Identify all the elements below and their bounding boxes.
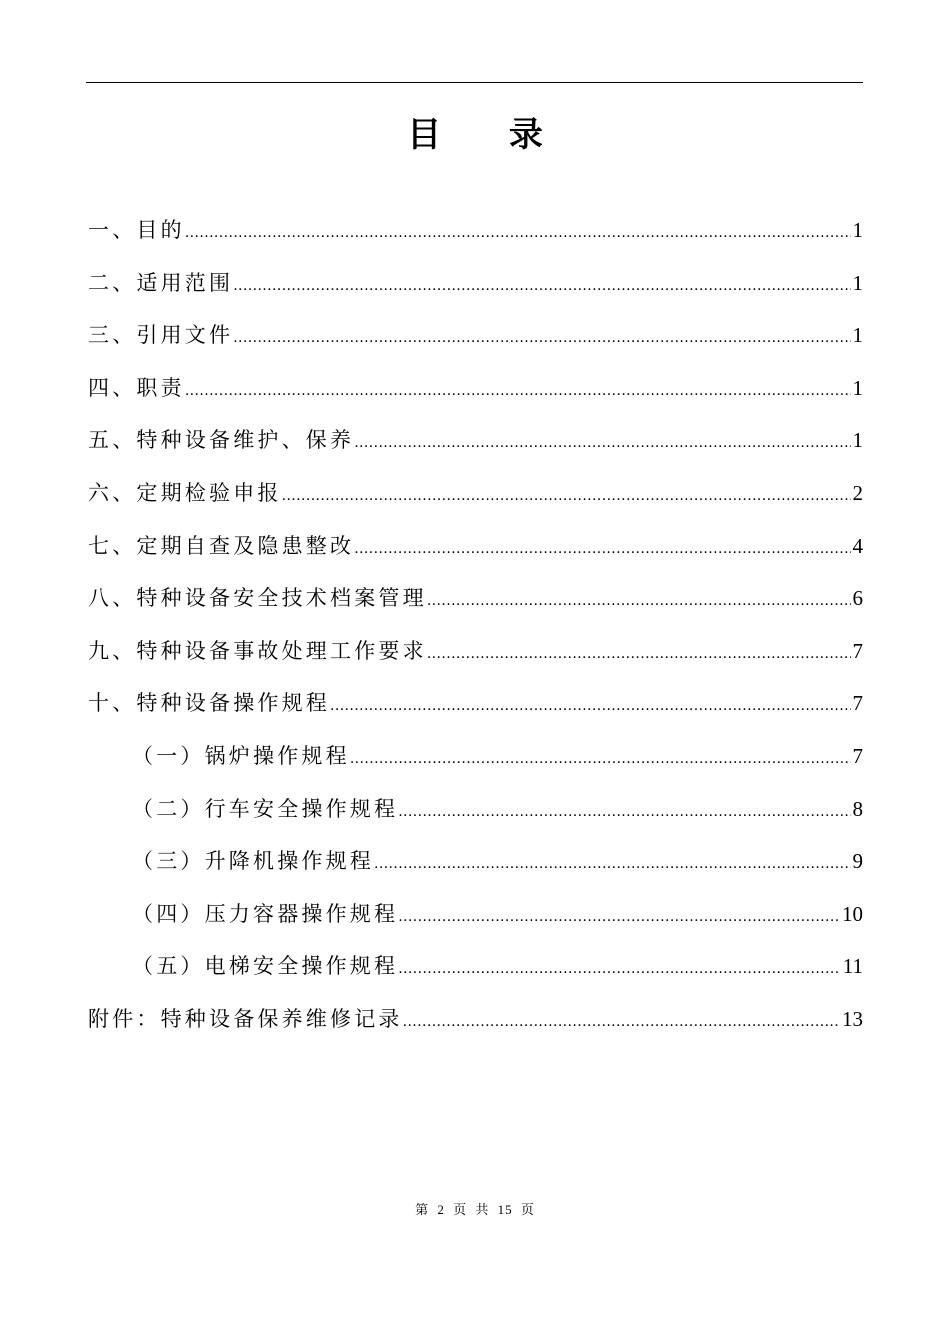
toc-entry-label: 附件：特种设备保养维修记录 [88, 1006, 403, 1031]
toc-list [88, 212, 863, 1054]
toc-entry[interactable] [88, 422, 863, 475]
toc-leader-dots [330, 688, 851, 724]
toc-entry-page: 2 [852, 480, 863, 505]
toc-entry-label: 九、特种设备事故处理工作要求 [88, 638, 427, 663]
toc-subentry[interactable] [88, 843, 863, 896]
toc-entry-label: 一、目的 [88, 218, 185, 242]
toc-entry-page: 4 [852, 533, 863, 558]
toc-entry[interactable] [88, 685, 863, 738]
toc-leader-dots [427, 583, 851, 619]
header-rule [86, 82, 863, 83]
toc-entry-label: 十、特种设备操作规程 [88, 691, 330, 716]
toc-entry-label: （三）升降机操作规程 [132, 849, 374, 874]
toc-entry-page: 13 [842, 1006, 863, 1031]
toc-entry-page: 10 [842, 901, 863, 926]
toc-entry-label: 四、职责 [88, 375, 185, 400]
toc-entry[interactable] [88, 265, 863, 318]
toc-entry-label: （一）锅炉操作规程 [132, 743, 350, 768]
toc-entry-page: 7 [852, 691, 863, 716]
toc-entry-page: 7 [852, 743, 863, 768]
toc-entry-page: 1 [852, 218, 863, 242]
toc-entry[interactable] [88, 633, 863, 686]
toc-leader-dots [185, 373, 851, 409]
toc-entry-page: 1 [852, 270, 863, 295]
toc-entry-label: 二、适用范围 [88, 270, 234, 295]
toc-leader-dots [354, 425, 850, 461]
toc-leader-dots [350, 741, 851, 777]
toc-entry-label: 三、引用文件 [88, 323, 234, 348]
toc-leader-dots [398, 951, 841, 987]
toc-leader-dots [282, 478, 851, 514]
toc-entry-label: （二）行车安全操作规程 [132, 796, 399, 821]
toc-entry-page: 1 [852, 428, 863, 453]
toc-entry-label: （五）电梯安全操作规程 [132, 954, 399, 979]
toc-entry[interactable] [88, 317, 863, 370]
toc-entry-label: 五、特种设备维护、保养 [88, 428, 355, 453]
toc-entry[interactable] [88, 212, 863, 265]
toc-leader-dots [185, 215, 851, 251]
toc-entry[interactable] [88, 580, 863, 633]
toc-leader-dots [398, 899, 840, 935]
toc-entry-page: 7 [852, 638, 863, 663]
toc-entry-label: 八、特种设备安全技术档案管理 [88, 586, 427, 611]
toc-entry[interactable] [88, 370, 863, 423]
toc-subentry[interactable] [88, 948, 863, 1001]
toc-entry-page: 9 [852, 849, 863, 874]
toc-title: 目 录 [407, 115, 571, 155]
toc-leader-dots [427, 636, 851, 672]
toc-entry-page: 11 [842, 954, 863, 979]
toc-leader-dots [403, 1004, 840, 1040]
toc-entry-label: 七、定期自查及隐患整改 [88, 533, 355, 558]
toc-entry[interactable] [88, 475, 863, 528]
toc-entry-label: （四）压力容器操作规程 [132, 901, 399, 926]
toc-leader-dots [233, 268, 850, 304]
toc-entry[interactable] [88, 528, 863, 581]
toc-entry[interactable] [88, 1001, 863, 1054]
page-number-footer: 第 2 页 共 15 页 [415, 1202, 535, 1217]
toc-subentry[interactable] [88, 738, 863, 791]
toc-leader-dots [374, 846, 851, 882]
toc-leader-dots [354, 531, 850, 567]
toc-leader-dots [398, 794, 850, 830]
toc-entry-page: 1 [852, 323, 863, 348]
toc-entry-page: 8 [852, 796, 863, 821]
toc-subentry[interactable] [88, 791, 863, 844]
toc-entry-label: 六、定期检验申报 [88, 480, 282, 505]
toc-entry-page: 1 [852, 375, 863, 400]
toc-entry-page: 6 [852, 586, 863, 611]
toc-leader-dots [233, 320, 850, 356]
toc-subentry[interactable] [88, 896, 863, 949]
